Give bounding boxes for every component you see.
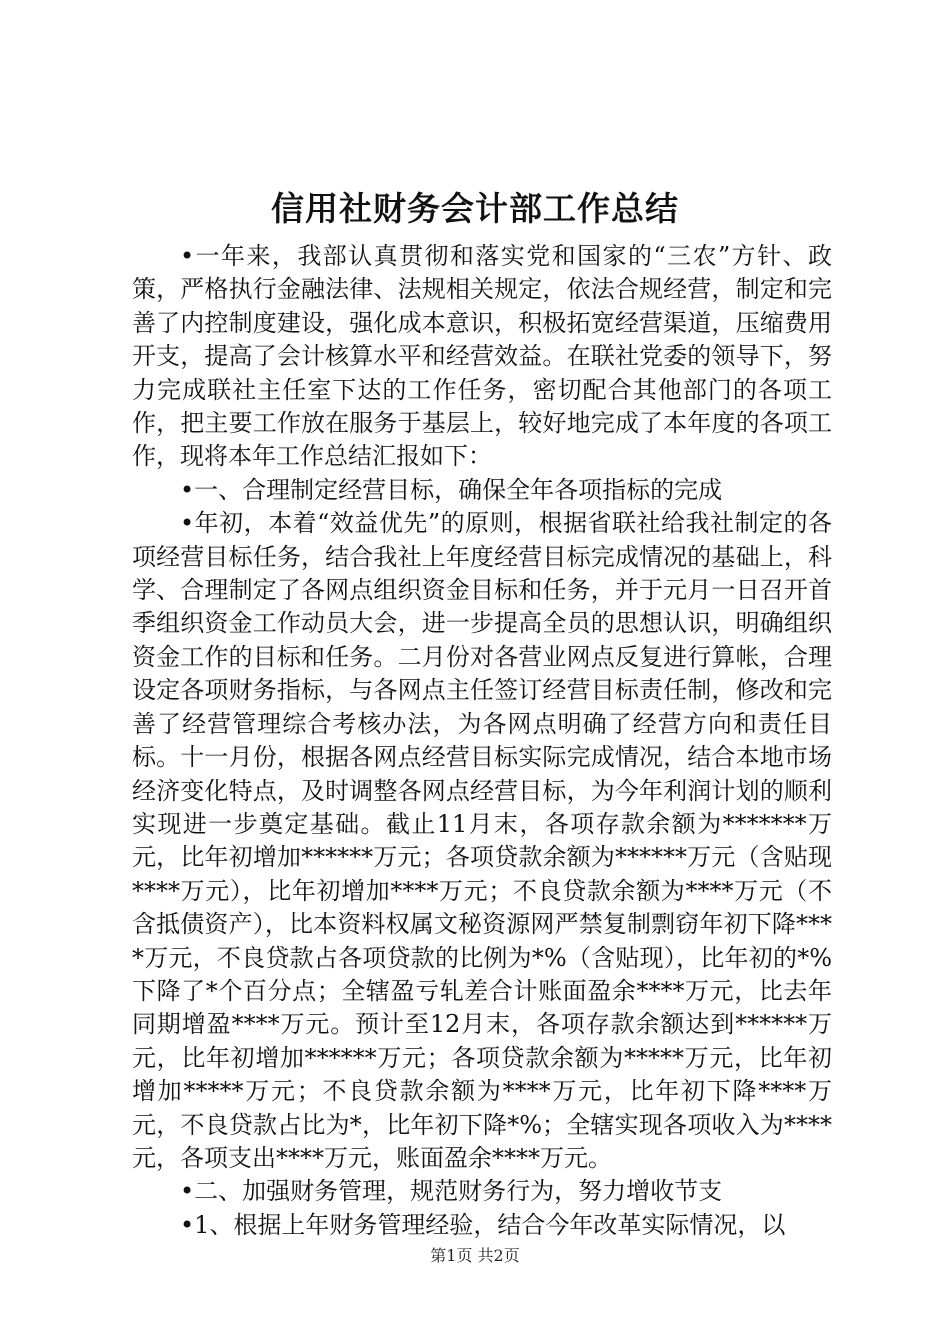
paragraph-text: 一年来，我部认真贯彻和落实党和国家的“三农”方针、政策，严格执行金融法律、法规相关规定，依法合规经营，制定和完善了内控制度建设，强化成本意识，积极拓宽经营渠道，压缩费用开支，提高了会计核算水平和经营效益。在联社党委的领导下，努力完成联社主任室下达的工作任务，密切配合其他部门的各项工作，把主要工作放在服务于基层上，较好地完成了本年度的各项工作，现将本年工作总结汇报如下： <box>132 242 832 471</box>
section-heading-1 <box>132 474 832 507</box>
document-title: 信用社财务会计部工作总结 <box>271 189 679 228</box>
heading-text: 二、加强财务管理，规范财务行为，努力增收节支 <box>194 1177 723 1206</box>
paragraph-intro <box>132 240 832 474</box>
heading-text: 一、合理制定经营目标，确保全年各项指标的完成 <box>194 475 723 504</box>
paragraph-text: 1、根据上年财务管理经验，结合今年改革实际情况，以 <box>194 1210 786 1239</box>
bullet-icon: • <box>180 242 195 270</box>
page-footer: 第1页 共2页 <box>430 1246 520 1265</box>
bullet-icon: • <box>180 475 195 504</box>
paragraph-finance-1 <box>132 1209 832 1242</box>
bullet-icon: • <box>180 1177 195 1206</box>
paragraph-text: 年初，本着“效益优先”的原则，根据省联社给我社制定的各项经营目标任务，结合我社上年度经营目标完成情况的基础上，科学、合理制定了各网点组织资金目标和任务，并于元月一日召开首季组织资金工作动员大会，进一步提高全员的思想认识，明确组织资金工作的目标和任务。二月份对各营业网点反复进行算帐，合理设定各项财务指标，与各网点主任签订经营目标责任制，修改和完善了经营管理综合考核办法，为各网点明确了经营方向和责任目标。十一月份，根据各网点经营目标实际完成情况，结合本地市场经济变化特点，及时调整各网点经营目标，为今年利润计划的顺利实现进一步奠定基础。截止11月末，各项存款余额为*******万元，比年初增加******万元；各项贷款余额为******万元（含贴现****万元），比年初增加****万元；不良贷款余额为****万元（不含抵债资产），比本资料权属文秘资源网严禁复制剽窃年初下降****万元，不良贷款占各项贷款的比例为*%（含贴现），比年初的*%下降了*个百分点；全辖盈亏轧差合计账面盈余****万元，比去年同期增盈****万元。预计至12月末，各项存款余额达到******万元，比年初增加******万元；各项贷款余额为*****万元，比年初增加*****万元；不良贷款余额为****万元，比年初下降****万元，不良贷款占比为*，比年初下降*%；全辖实现各项收入为****元，各项支出****万元，账面盈余****万元。 <box>132 509 832 1172</box>
section-heading-2 <box>132 1175 832 1208</box>
bullet-icon: • <box>180 1210 195 1239</box>
paragraph-targets <box>132 507 832 1175</box>
document-body <box>132 240 832 1242</box>
bullet-icon: • <box>180 509 195 538</box>
